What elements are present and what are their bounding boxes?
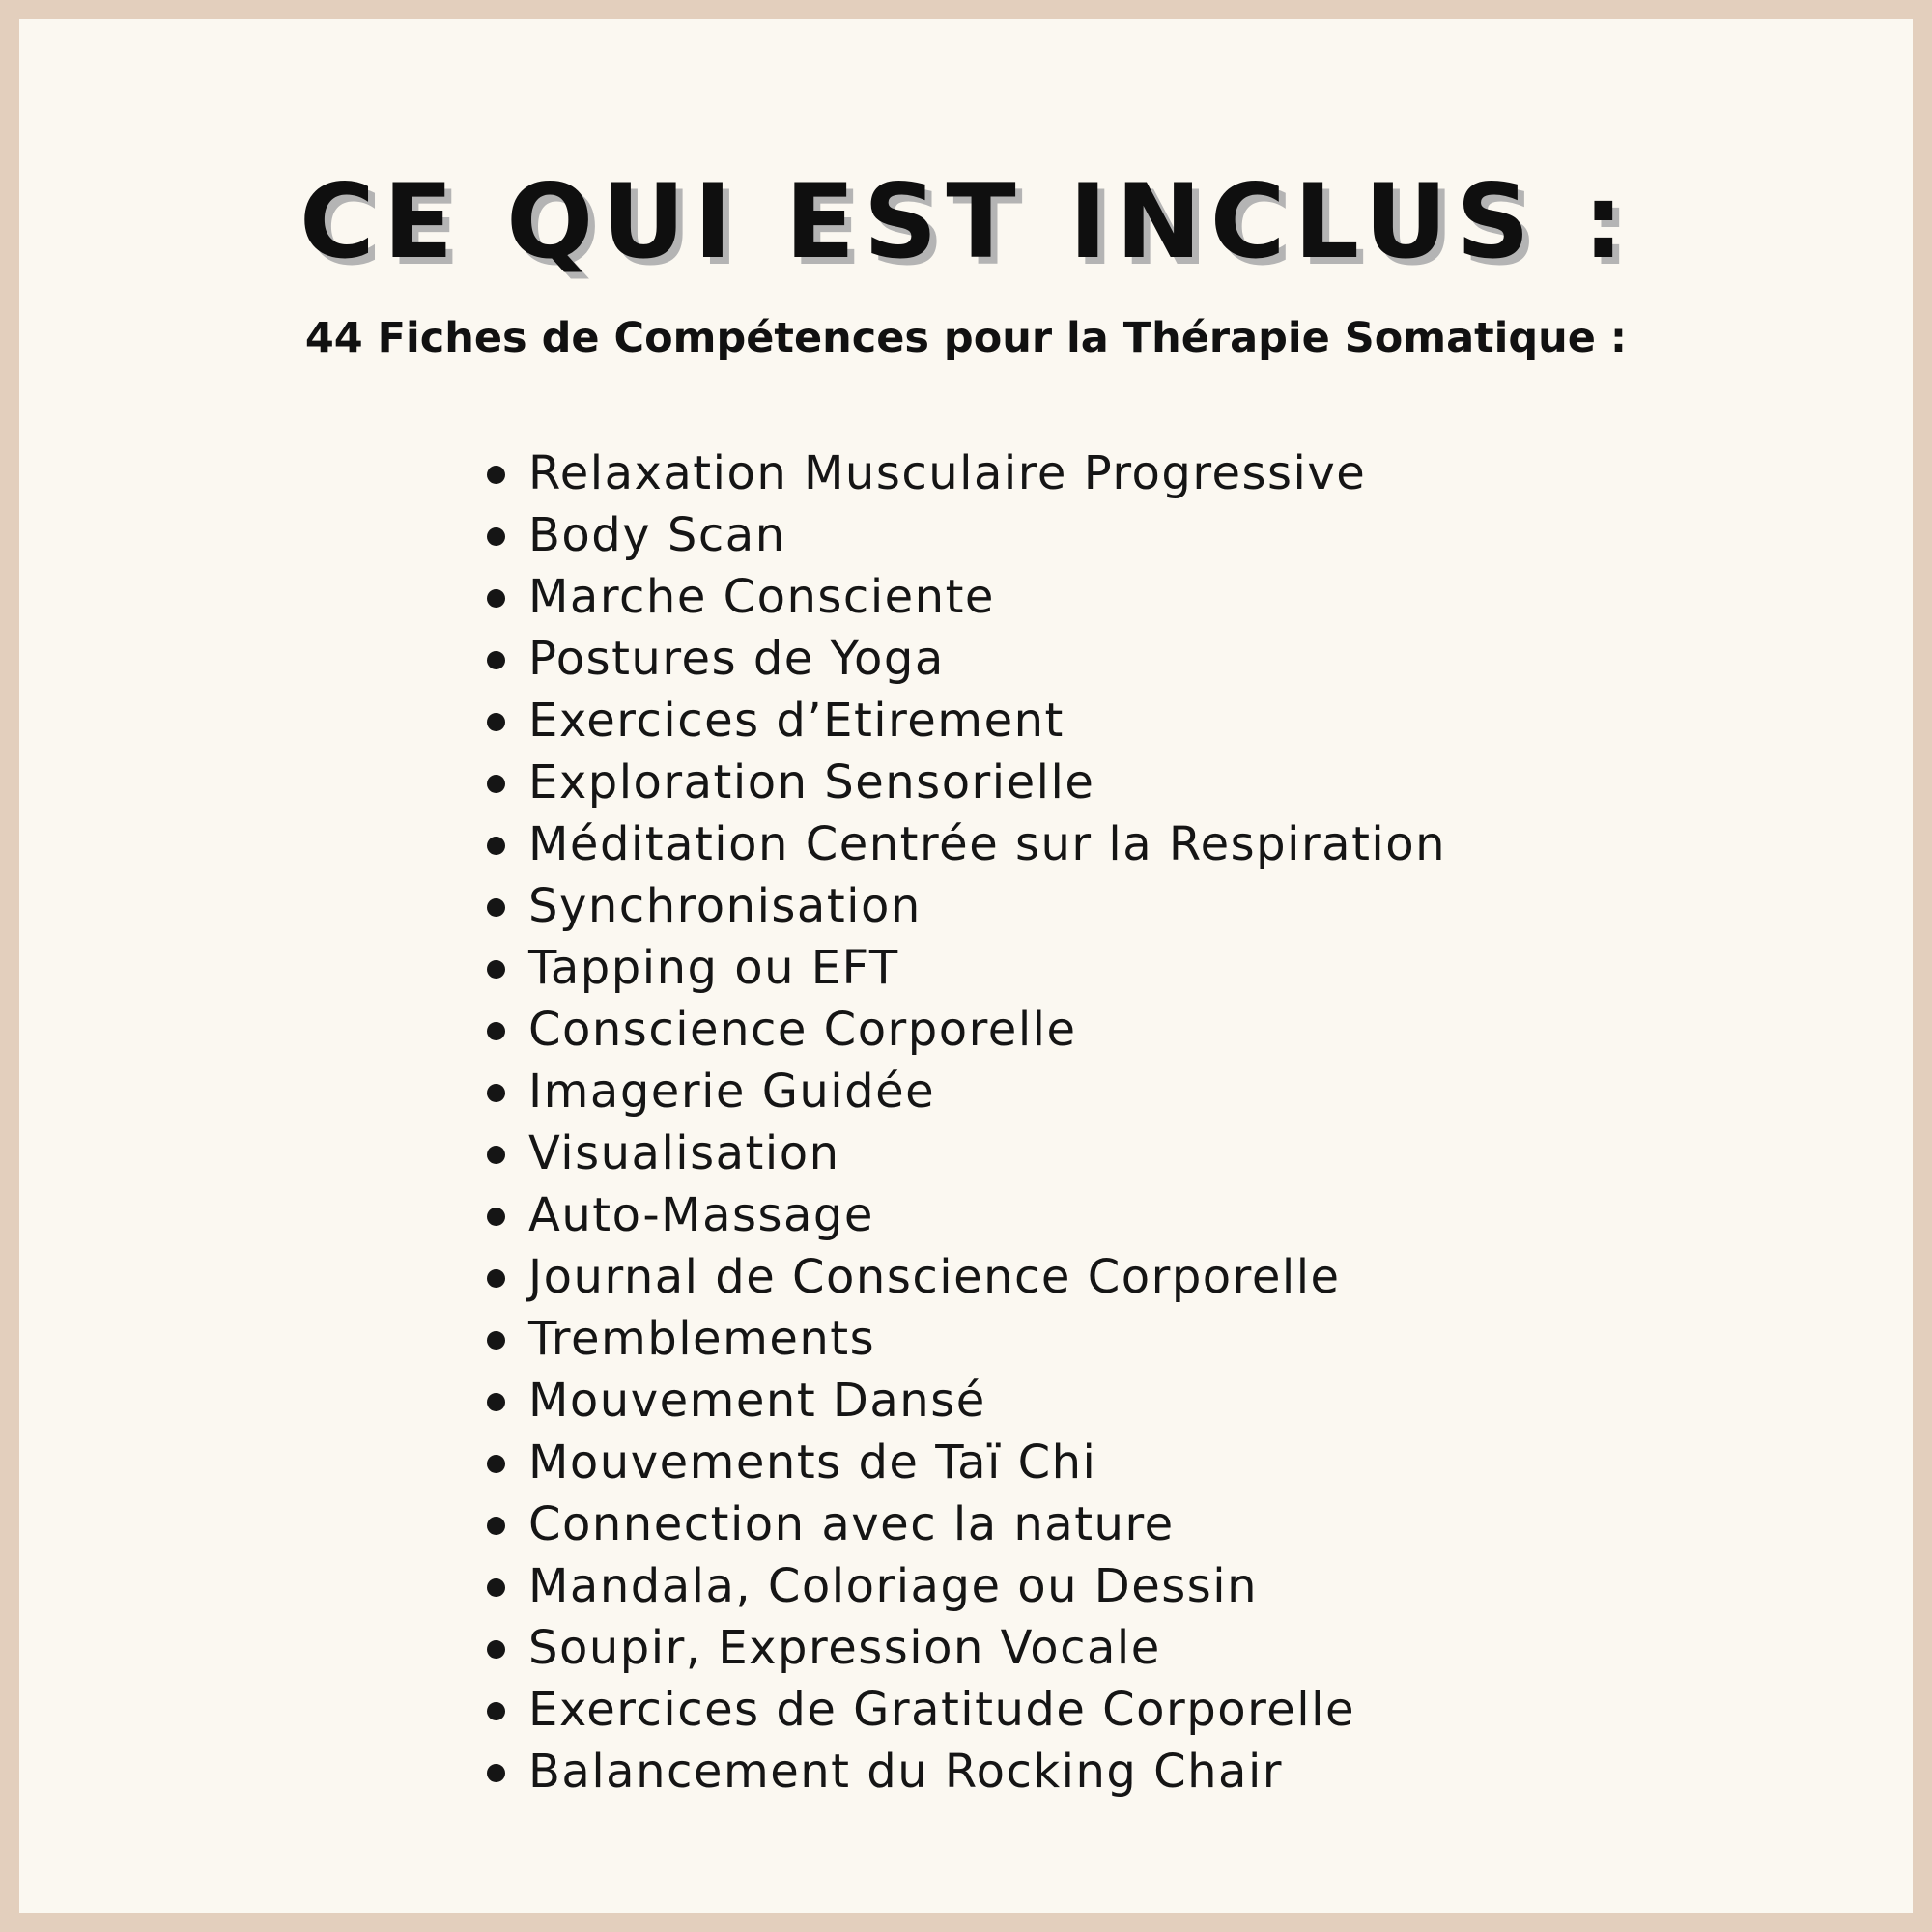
- list-item-label: Méditation Centrée sur la Respiration: [528, 817, 1447, 871]
- bullet-icon: [487, 713, 505, 731]
- list-item-label: Exercices d’Etirement: [528, 694, 1065, 748]
- bullet-icon: [487, 960, 505, 979]
- list-item-label: Visualisation: [528, 1126, 840, 1180]
- bullet-icon: [487, 527, 505, 546]
- list-item: [487, 1432, 1446, 1493]
- list-item-label: Synchronisation: [528, 879, 922, 933]
- list-item-label: Journal de Conscience Corporelle: [528, 1250, 1341, 1304]
- list-item-label: Postures de Yoga: [528, 632, 945, 686]
- page-title: CE QUI EST INCLUS :: [298, 162, 1633, 281]
- list-item-label: Exploration Sensorielle: [528, 755, 1095, 810]
- list-item-label: Marche Consciente: [528, 570, 995, 624]
- list-item-label: Tapping ou EFT: [528, 941, 899, 995]
- list-item: [487, 442, 1446, 504]
- bullet-icon: [487, 1269, 505, 1288]
- list-item: [487, 813, 1446, 875]
- bullet-icon: [487, 837, 505, 855]
- list-item-label: Mouvements de Taï Chi: [528, 1435, 1097, 1490]
- bullet-icon: [487, 1208, 505, 1226]
- skills-list: [487, 442, 1446, 1803]
- list-item: [487, 504, 1446, 566]
- list-item-label: Imagerie Guidée: [528, 1065, 936, 1119]
- list-item: [487, 875, 1446, 937]
- bullet-icon: [487, 1393, 505, 1411]
- list-item: [487, 1246, 1446, 1308]
- list-item: [487, 1555, 1446, 1617]
- bullet-icon: [487, 1702, 505, 1720]
- list-item: [487, 1122, 1446, 1184]
- list-item: [487, 999, 1446, 1061]
- list-item-label: Mandala, Coloriage ou Dessin: [528, 1559, 1259, 1613]
- list-item: [487, 1741, 1446, 1803]
- list-item: [487, 1617, 1446, 1679]
- list-item-label: Body Scan: [528, 508, 786, 562]
- list-item: [487, 1308, 1446, 1370]
- list-item: [487, 690, 1446, 752]
- bullet-icon: [487, 1022, 505, 1040]
- list-item-label: Relaxation Musculaire Progressive: [528, 446, 1367, 500]
- list-item: [487, 628, 1446, 690]
- bullet-icon: [487, 1084, 505, 1102]
- bullet-icon: [487, 1764, 505, 1782]
- list-item: [487, 1370, 1446, 1432]
- bullet-icon: [487, 1578, 505, 1597]
- list-item: [487, 1061, 1446, 1122]
- list-item-label: Auto-Massage: [528, 1188, 874, 1242]
- list-item-label: Conscience Corporelle: [528, 1003, 1077, 1057]
- list-item: [487, 752, 1446, 813]
- bullet-icon: [487, 898, 505, 917]
- bullet-icon: [487, 1146, 505, 1164]
- bullet-icon: [487, 651, 505, 669]
- list-item: [487, 1493, 1446, 1555]
- list-item: [487, 1184, 1446, 1246]
- bullet-icon: [487, 1517, 505, 1535]
- list-item: [487, 937, 1446, 999]
- bullet-icon: [487, 1455, 505, 1473]
- list-item-label: Connection avec la nature: [528, 1497, 1175, 1551]
- bullet-icon: [487, 1640, 505, 1659]
- list-item-label: Mouvement Dansé: [528, 1374, 986, 1428]
- list-item-label: Balancement du Rocking Chair: [528, 1745, 1284, 1799]
- list-item: [487, 566, 1446, 628]
- bullet-icon: [487, 466, 505, 484]
- page-subtitle: 44 Fiches de Compétences pour la Thérapie Somatique :: [304, 314, 1628, 362]
- bullet-icon: [487, 1331, 505, 1350]
- list-item-label: Exercices de Gratitude Corporelle: [528, 1683, 1356, 1737]
- list-item-label: Tremblements: [528, 1312, 876, 1366]
- bullet-icon: [487, 589, 505, 608]
- list-item-label: Soupir, Expression Vocale: [528, 1621, 1161, 1675]
- bullet-icon: [487, 775, 505, 793]
- list-item: [487, 1679, 1446, 1741]
